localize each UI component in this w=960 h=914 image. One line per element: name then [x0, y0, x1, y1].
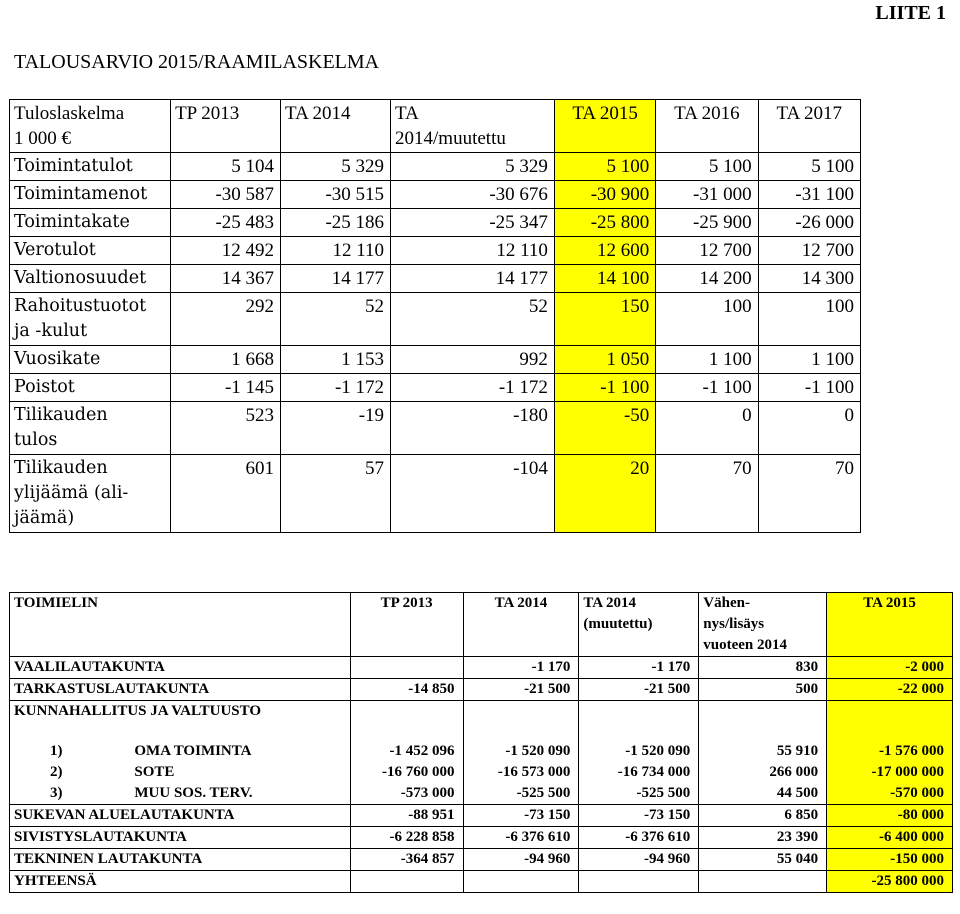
row-value: 12 110 [391, 237, 555, 265]
row-label: Toimintamenot [10, 181, 171, 209]
row-value: -21 500 [579, 679, 699, 701]
table-row [10, 293, 861, 346]
row-value: -31 000 [656, 181, 758, 209]
table-row [10, 805, 953, 827]
table-row [10, 402, 861, 455]
row-value: 100 [758, 293, 860, 346]
row-value: 70 [656, 455, 758, 533]
table-row [10, 455, 861, 533]
row-value: -73 150 [579, 805, 699, 827]
row-value: 70 [758, 455, 860, 533]
row-value: -30 676 [391, 181, 555, 209]
header-tp2013: TP 2013 [171, 100, 281, 153]
row-value: -6 228 858 [350, 827, 463, 849]
row-value: 12 700 [758, 237, 860, 265]
row-value: -26 000 [758, 209, 860, 237]
row-value: -1 100 [554, 374, 655, 402]
row-value: -1 520 090 [579, 741, 699, 762]
row-value: -25 483 [171, 209, 281, 237]
total-value: -25 800 000 [827, 871, 953, 893]
row-value: -25 186 [281, 209, 391, 237]
header-tp2013: TP 2013 [350, 593, 463, 657]
empty-cell [463, 871, 579, 893]
table-row [10, 657, 953, 679]
table-header-row [10, 593, 953, 657]
empty-cell [579, 871, 699, 893]
row-value: 14 200 [656, 265, 758, 293]
table-row [10, 209, 861, 237]
row-value: 14 300 [758, 265, 860, 293]
row-label: Vuosikate [10, 346, 171, 374]
row-number: 3) [10, 783, 131, 805]
row-value: -88 951 [350, 805, 463, 827]
row-label: Verotulot [10, 237, 171, 265]
table-row [10, 849, 953, 871]
row-value: -21 500 [463, 679, 579, 701]
row-value: -1 452 096 [350, 741, 463, 762]
row-value: 52 [391, 293, 555, 346]
row-value: 5 100 [554, 153, 655, 181]
row-label: SOTE [130, 762, 350, 783]
row-value: -1 100 [758, 374, 860, 402]
row-value: 1 153 [281, 346, 391, 374]
row-value: -25 800 [554, 209, 655, 237]
row-value: 150 [554, 293, 655, 346]
row-value: 1 050 [554, 346, 655, 374]
row-value: 14 100 [554, 265, 655, 293]
row-value: -1 170 [579, 657, 699, 679]
row-value: -573 000 [350, 783, 463, 805]
row-value: -16 734 000 [579, 762, 699, 783]
row-number: 2) [10, 762, 131, 783]
row-value: 14 177 [281, 265, 391, 293]
row-value: 44 500 [699, 783, 827, 805]
header-ta2016: TA 2016 [656, 100, 758, 153]
header-ta2017: TA 2017 [758, 100, 860, 153]
row-value: 14 367 [171, 265, 281, 293]
row-value: 0 [656, 402, 758, 455]
row-value: -94 960 [463, 849, 579, 871]
row-value: -31 100 [758, 181, 860, 209]
table-row [10, 181, 861, 209]
row-value: -1 520 090 [463, 741, 579, 762]
row-value: -14 850 [350, 679, 463, 701]
row-value: -6 376 610 [463, 827, 579, 849]
table-row [10, 265, 861, 293]
row-label: Rahoitustuotot ja -kulut [10, 293, 171, 346]
row-value: 12 700 [656, 237, 758, 265]
row-value [350, 657, 463, 679]
row-value: 523 [171, 402, 281, 455]
row-value: 0 [758, 402, 860, 455]
total-row [10, 871, 953, 893]
row-value: 6 850 [699, 805, 827, 827]
row-value: -180 [391, 402, 555, 455]
table-row [10, 346, 861, 374]
row-value: 57 [281, 455, 391, 533]
row-value: 5 100 [656, 153, 758, 181]
row-value: -6 376 610 [579, 827, 699, 849]
row-value: 5 104 [171, 153, 281, 181]
table-row [10, 783, 953, 805]
row-value: 992 [391, 346, 555, 374]
empty-cell [350, 701, 463, 742]
table-header-row [10, 100, 861, 153]
row-value: 266 000 [699, 762, 827, 783]
empty-cell [350, 871, 463, 893]
row-value: -25 347 [391, 209, 555, 237]
row-value: 20 [554, 455, 655, 533]
row-value: -1 576 000 [827, 741, 953, 762]
row-value: 1 100 [656, 346, 758, 374]
department-budget-table [9, 592, 953, 893]
empty-cell [463, 701, 579, 742]
table-row [10, 153, 861, 181]
header-ta2014-muutettu: TA 2014 (muutettu) [579, 593, 699, 657]
row-value: -16 573 000 [463, 762, 579, 783]
table-row [10, 827, 953, 849]
row-label: Toimintakate [10, 209, 171, 237]
row-value: -6 400 000 [827, 827, 953, 849]
row-value: -30 587 [171, 181, 281, 209]
row-value: 830 [699, 657, 827, 679]
row-value: -2 000 [827, 657, 953, 679]
empty-cell [699, 701, 827, 742]
page-title: TALOUSARVIO 2015/RAAMILASKELMA [14, 51, 380, 73]
income-statement-table [9, 99, 861, 533]
row-value: -1 100 [656, 374, 758, 402]
row-value: -104 [391, 455, 555, 533]
row-value: -50 [554, 402, 655, 455]
header-vahennys: Vähen- nys/lisäys vuoteen 2014 [699, 593, 827, 657]
row-value: 23 390 [699, 827, 827, 849]
table-row [10, 701, 953, 742]
row-value: -30 900 [554, 181, 655, 209]
row-value: 500 [699, 679, 827, 701]
row-value: 14 177 [391, 265, 555, 293]
header-ta2015: TA 2015 [827, 593, 953, 657]
row-value: -25 900 [656, 209, 758, 237]
row-value: -73 150 [463, 805, 579, 827]
row-value: 292 [171, 293, 281, 346]
row-value: -17 000 000 [827, 762, 953, 783]
row-label: MUU SOS. TERV. [130, 783, 350, 805]
table-row [10, 762, 953, 783]
row-value: 1 668 [171, 346, 281, 374]
empty-cell [827, 701, 953, 742]
row-value: -30 515 [281, 181, 391, 209]
row-label: KUNNAHALLITUS JA VALTUUSTO [10, 701, 351, 742]
row-value: 52 [281, 293, 391, 346]
row-label: Tilikauden ylijäämä (ali- jäämä) [10, 455, 171, 533]
row-value: -1 170 [463, 657, 579, 679]
row-label: VAALILAUTAKUNTA [10, 657, 351, 679]
row-value: -364 857 [350, 849, 463, 871]
row-value: 601 [171, 455, 281, 533]
row-value: -150 000 [827, 849, 953, 871]
header-ta2015: TA 2015 [554, 100, 655, 153]
attachment-label: LIITE 1 [875, 2, 946, 24]
row-label: SUKEVAN ALUELAUTAKUNTA [10, 805, 351, 827]
header-ta2014: TA 2014 [463, 593, 579, 657]
row-value: -525 500 [463, 783, 579, 805]
row-value: -570 000 [827, 783, 953, 805]
row-label: Toimintatulot [10, 153, 171, 181]
row-value: 5 100 [758, 153, 860, 181]
row-value: -525 500 [579, 783, 699, 805]
empty-cell [579, 701, 699, 742]
header-toimielin: TOIMIELIN [10, 593, 351, 657]
corner-header: Tuloslaskelma 1 000 € [10, 100, 171, 153]
row-value: 12 492 [171, 237, 281, 265]
row-value: 12 600 [554, 237, 655, 265]
row-value: -94 960 [579, 849, 699, 871]
row-value: -80 000 [827, 805, 953, 827]
row-value: 5 329 [391, 153, 555, 181]
row-value: -1 172 [391, 374, 555, 402]
row-value: -1 172 [281, 374, 391, 402]
row-value: 55 910 [699, 741, 827, 762]
empty-cell [699, 871, 827, 893]
row-label: Tilikauden tulos [10, 402, 171, 455]
row-label: TARKASTUSLAUTAKUNTA [10, 679, 351, 701]
row-value: 55 040 [699, 849, 827, 871]
row-value: -1 145 [171, 374, 281, 402]
row-label: Poistot [10, 374, 171, 402]
row-label: TEKNINEN LAUTAKUNTA [10, 849, 351, 871]
header-ta2014: TA 2014 [281, 100, 391, 153]
row-value: -19 [281, 402, 391, 455]
header-ta2014-muutettu: TA 2014/muutettu [391, 100, 555, 153]
row-label: SIVISTYSLAUTAKUNTA [10, 827, 351, 849]
table-row [10, 679, 953, 701]
total-label: YHTEENSÄ [10, 871, 351, 893]
table-row [10, 741, 953, 762]
row-number: 1) [10, 741, 131, 762]
table-row [10, 237, 861, 265]
row-value: 5 329 [281, 153, 391, 181]
row-value: -22 000 [827, 679, 953, 701]
row-value: 1 100 [758, 346, 860, 374]
row-value: 100 [656, 293, 758, 346]
table-row [10, 374, 861, 402]
row-label: OMA TOIMINTA [130, 741, 350, 762]
row-value: 12 110 [281, 237, 391, 265]
row-value: -16 760 000 [350, 762, 463, 783]
row-label: Valtionosuudet [10, 265, 171, 293]
